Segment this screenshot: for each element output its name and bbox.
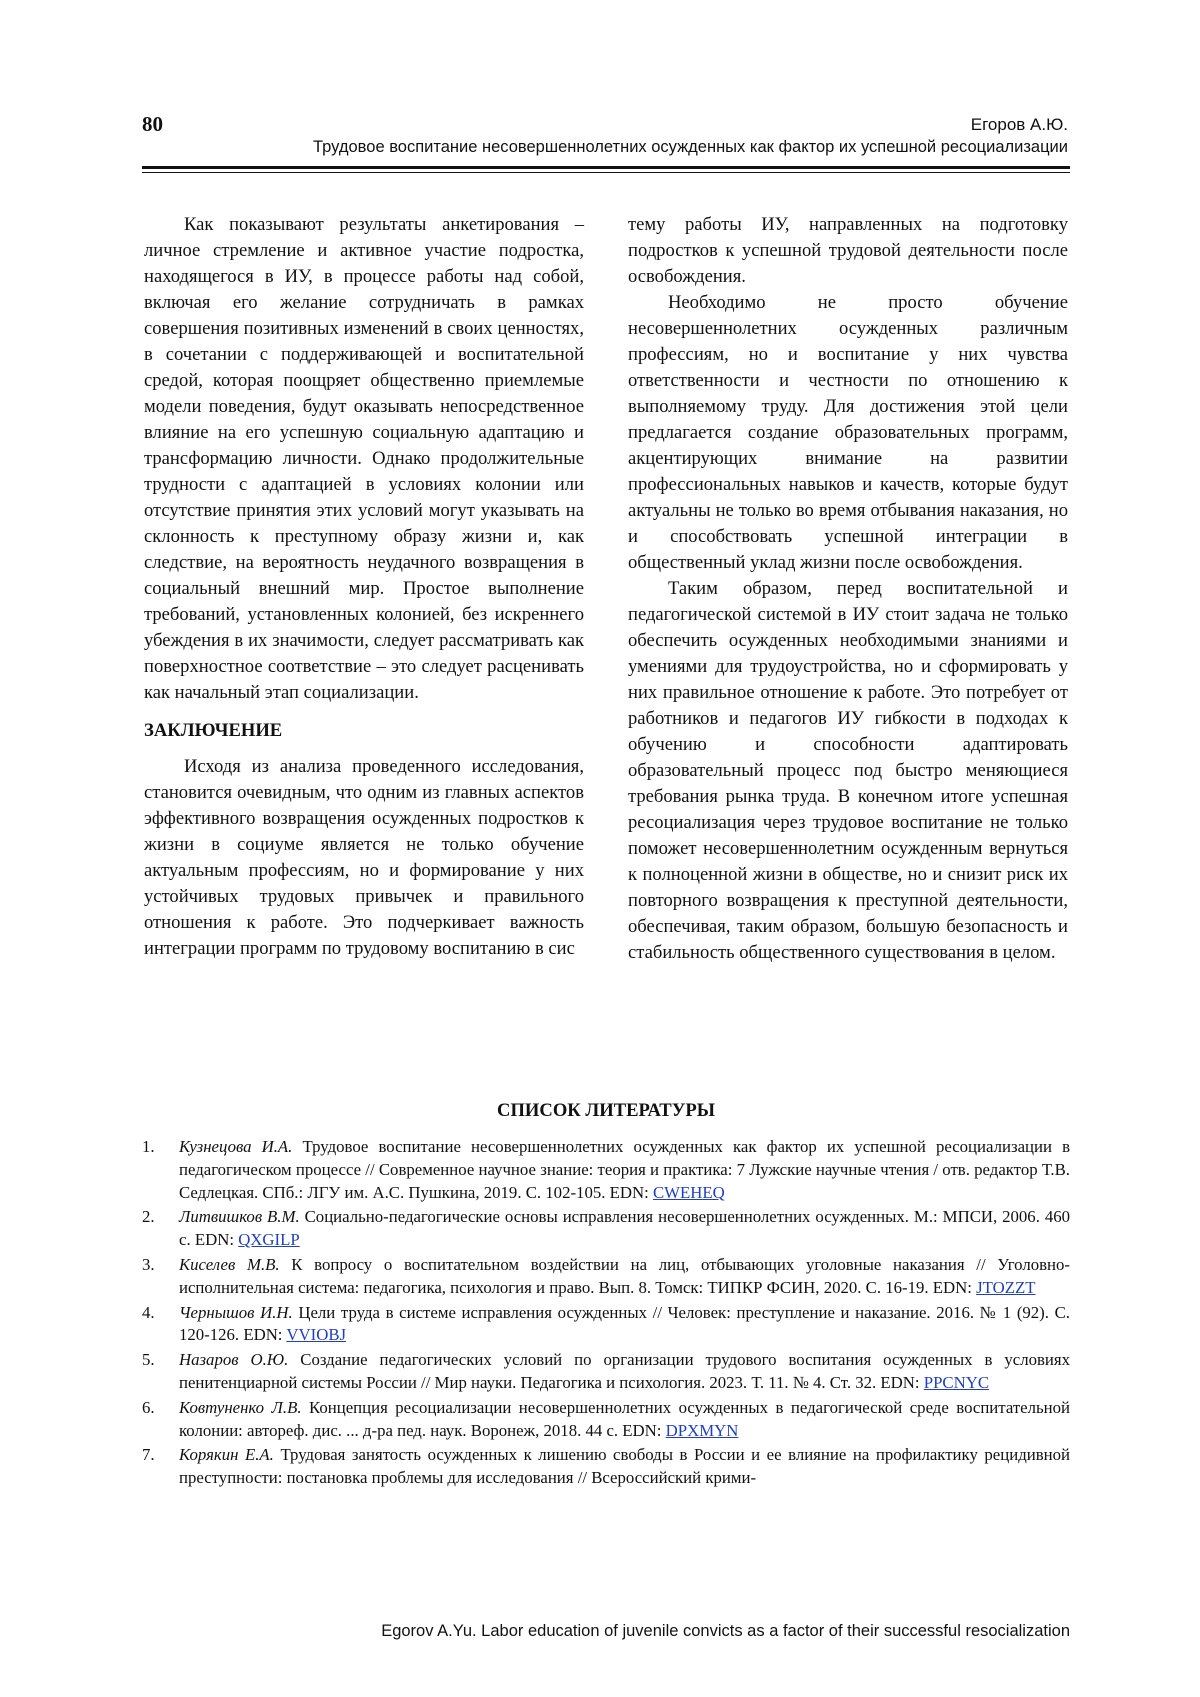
reference-item bbox=[142, 1206, 1070, 1252]
page-footer: Egorov A.Yu. Labor education of juvenile convicts as a factor of their successful resocialization bbox=[381, 1622, 1070, 1640]
references-list bbox=[142, 1136, 1070, 1492]
reference-number: 6. bbox=[142, 1397, 155, 1417]
header-rule-thin bbox=[142, 172, 1070, 173]
reference-authors: Киселев М.В. bbox=[179, 1254, 280, 1274]
header-author: Егоров А.Ю. bbox=[970, 115, 1068, 134]
reference-authors: Чернышов И.Н. bbox=[179, 1302, 293, 1322]
reference-authors: Назаров О.Ю. bbox=[179, 1350, 289, 1370]
reference-item bbox=[142, 1444, 1070, 1490]
running-title: Трудовое воспитание несовершеннолетних осужденных как фактор их успешной ресоциализации bbox=[313, 138, 1068, 156]
body-paragraph: Необходимо не просто обучение несовершеннолетних осужденных различным профессиям, но и воспитание у них чувства ответственности и честности по отношению к выполняемому труду. Для достижения этой цели предлагается создание образовательных программ, акцентирующих внимание на развитии профессиональных навыков и качеств, которые будут актуальны не только во время отбывания наказания, но и способствовать успешной интеграции в общественный уклад жизни после освобождения. bbox=[628, 292, 1068, 573]
reference-number: 5. bbox=[142, 1350, 155, 1370]
reference-authors: Кузнецова И.А. bbox=[179, 1137, 293, 1156]
reference-text: Концепция ресоциализации несовершеннолетних осужденных в педагогической среде воспитательной колонии: автореф. дис. ... д-ра пед. наук. Воронеж, 2018. 44 с. EDN: bbox=[179, 1397, 1070, 1440]
reference-number: 7. bbox=[142, 1445, 155, 1465]
reference-text: К вопросу о воспитательном воздействии на лиц, отбывающих уголовные наказания // Уголовно-исполнительная система: педагогика, психология и право. Вып. 8. Томск: ТИПКР ФСИН, 2020. С. 16-19. EDN: bbox=[179, 1254, 1070, 1297]
left-column bbox=[144, 212, 584, 962]
reference-number: 4. bbox=[142, 1302, 155, 1322]
edn-link[interactable]: PPCNYC bbox=[923, 1372, 990, 1392]
edn-link[interactable]: CWEHEQ bbox=[652, 1182, 725, 1202]
reference-number: 3. bbox=[142, 1254, 155, 1274]
body-paragraph: Как показывают результаты анкетирования – личное стремление и активное участие подростка, находящегося в ИУ, в процессе работы над собой, включая его желание сотрудничать в рамках совершения позитивных изменений в своих ценностях, в сочетании с поддерживающей и воспитательной средой, которая поощряет общественно приемлемые модели поведения, будут оказывать непосредственное влияние на его успешную социальную адаптацию и трансформацию личности. Однако продолжительные трудности с адаптацией в условиях колонии или отсутствие принятия этих условий могут указывать на склонность к преступному образу жизни и, как следствие, на вероятность неудачного возвращения в социальный внешний мир. Простое выполнение требований, установленных колонией, без искреннего убеждения в их значимости, следует рассматривать как поверхностное соответствие – это следует расценивать как начальный этап социализации. bbox=[144, 214, 584, 703]
body-paragraph: Таким образом, перед воспитательной и педагогической системой в ИУ стоит задача не только обеспечить осужденных необходимыми знаниями и умениями для трудоустройства, но и сформировать у них правильное отношение к работе. Это потребует от работников и педагогов ИУ гибкости в подходах к обучению и способности адаптировать образовательный процесс под быстро меняющиеся требования рынка труда. В конечном итоге успешная ресоциализация через трудовое воспитание не только поможет несовершеннолетним осужденным вернуться к полноценной жизни в обществе, но и снизит риск их повторного возвращения к преступной деятельности, обеспечивая, таким образом, большую безопасность и стабильность общественного существования в целом. bbox=[628, 578, 1068, 963]
right-column bbox=[628, 212, 1068, 966]
reference-text: Цели труда в системе исправления осужденных // Человек: преступление и наказание. 2016. № 1 (92). С. 120-126. EDN: bbox=[179, 1302, 1070, 1345]
body-paragraph: Исходя из анализа проведенного исследования, становится очевидным, что одним из главных аспектов эффективного возвращения осужденных подростков к жизни в социуме является не только обучение актуальным профессиям, но и формирование у них устойчивых трудовых привычек и правильного отношения к работе. Это подчеркивает важность интеграции программ по трудовому воспитанию в сис bbox=[144, 756, 584, 959]
reference-number: 2. bbox=[142, 1207, 155, 1227]
page-header bbox=[142, 112, 1070, 168]
reference-authors: Литвишков В.М. bbox=[179, 1207, 300, 1227]
reference-number: 1. bbox=[142, 1137, 155, 1156]
reference-item bbox=[142, 1254, 1070, 1300]
reference-authors: Корякин Е.А. bbox=[179, 1445, 274, 1465]
body-paragraph: тему работы ИУ, направленных на подготовку подростков к успешной трудовой деятельности после освобождения. bbox=[628, 214, 1068, 287]
reference-text: Социально-педагогические основы исправления несовершеннолетних осужденных. М.: МПСИ, 2006. 460 с. EDN: bbox=[179, 1207, 1071, 1250]
page-number: 80 bbox=[142, 112, 163, 136]
references-title: СПИСОК ЛИТЕРАТУРЫ bbox=[497, 1100, 715, 1121]
reference-text: Создание педагогических условий по организации трудового воспитания осужденных в условиях пенитенциарной системы России // Мир науки. Педагогика и психология. 2023. Т. 11. № 4. Ст. 32. EDN: bbox=[179, 1350, 1071, 1392]
reference-item bbox=[142, 1136, 1070, 1204]
reference-item bbox=[142, 1349, 1070, 1395]
reference-text: Трудовая занятость осужденных к лишению свободы в России и ее влияние на профилактику рецидивной преступности: постановка проблемы для исследования // Всероссийский крими- bbox=[179, 1445, 1070, 1488]
edn-link[interactable]: JTOZZT bbox=[976, 1277, 1036, 1297]
edn-link[interactable]: DPXMYN bbox=[665, 1420, 739, 1440]
edn-link[interactable]: QXGILP bbox=[238, 1230, 300, 1250]
reference-authors: Ковтуненко Л.В. bbox=[179, 1397, 302, 1417]
edn-link[interactable]: VVIOBJ bbox=[286, 1325, 347, 1345]
header-rule-thick bbox=[142, 166, 1070, 169]
reference-item bbox=[142, 1397, 1070, 1443]
reference-item bbox=[142, 1302, 1070, 1348]
conclusion-heading: ЗАКЛЮЧЕНИЕ bbox=[144, 720, 283, 741]
reference-text: Трудовое воспитание несовершеннолетних осужденных как фактор их успешной ресоциализации в педагогическом процессе // Современное научное знание: теория и практика: 7 Лужские научные чтения / отв. редактор Т.В. Седлецкая. СПб.: ЛГУ им. А.С. Пушкина, 2019. С. 102-105. EDN: bbox=[179, 1137, 1070, 1202]
